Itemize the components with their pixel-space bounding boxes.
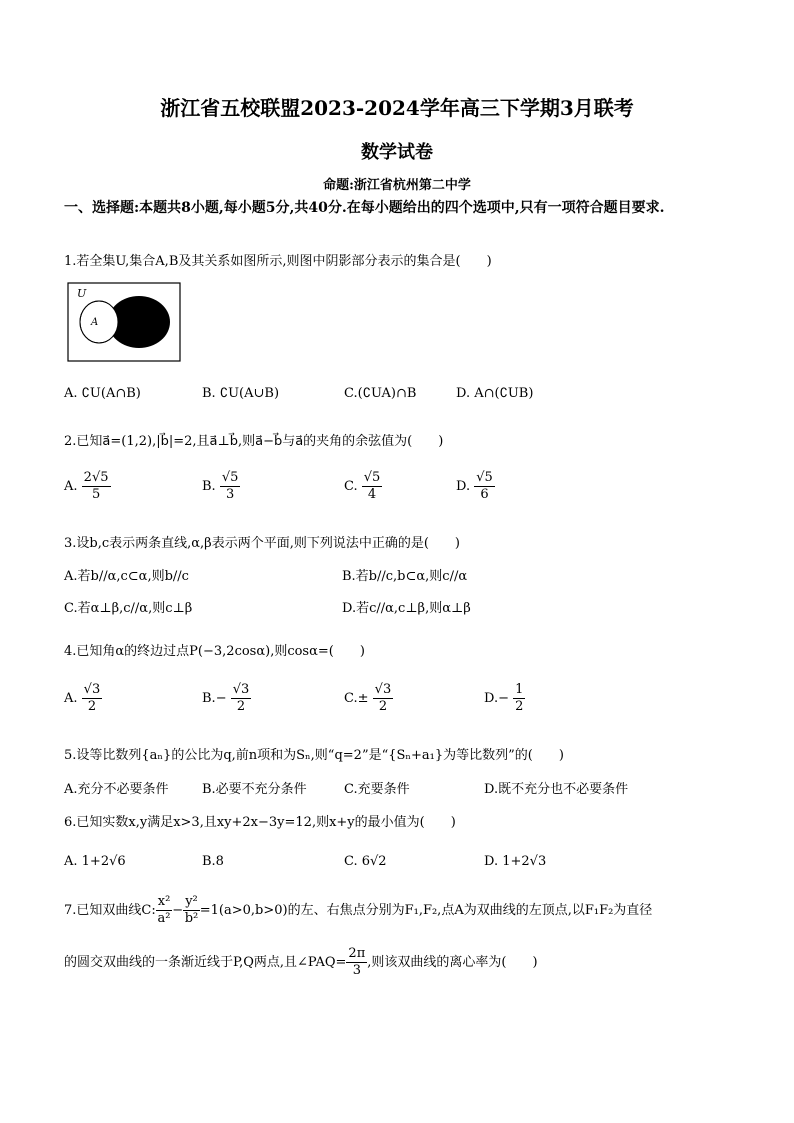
question-7-stem-line-2 [64, 946, 538, 979]
question-1-options [64, 386, 744, 416]
q3-option-d[interactable]: D.若c//α,c⊥β,则α⊥β [342, 601, 471, 616]
q7-fraction-y [183, 894, 200, 927]
q2-option-d-fraction [474, 470, 495, 503]
q2-option-b-label: B. [202, 479, 216, 494]
q7-x-denominator: a² [157, 911, 171, 926]
q4-option-d-sign: − [498, 691, 509, 706]
q7-angle-denominator: 3 [352, 963, 361, 978]
q1-option-a[interactable]: A. ∁U(A∩B) [64, 386, 141, 401]
q2-d-numerator: √5 [476, 470, 493, 485]
q6-option-c[interactable]: C. 6√2 [344, 854, 387, 869]
q3-option-b[interactable]: B.若b//c,b⊂α,则c//α [342, 569, 468, 584]
q4-option-a-label: A. [64, 691, 78, 706]
q2-a-denominator: 5 [91, 487, 101, 502]
q4-a-numerator: √3 [83, 682, 101, 697]
question-3-options-row-1 [64, 565, 744, 595]
q7-minus: − [172, 903, 184, 918]
q4-option-a-fraction [82, 682, 103, 715]
q5-option-c[interactable]: C.充要条件 [344, 782, 410, 797]
q4-d-numerator: 1 [515, 682, 524, 697]
question-4-stem: 4.已知角α的终边过点P(−3,2cosα),则cosα=( ) [64, 644, 365, 659]
section-heading: 一、选择题:本题共8小题,每小题5分,共40分.在每小题给出的四个选项中,只有一项符合题目要求. [64, 200, 665, 216]
q4-c-numerator: √3 [374, 682, 392, 697]
q7-angle-numerator: 2π [348, 946, 366, 961]
q7-fraction-x [156, 894, 173, 927]
q1-option-c[interactable]: C.(∁UA)∩B [344, 386, 417, 401]
exam-author: 命题:浙江省杭州第二中学 [323, 178, 471, 193]
q7-suffix: =1(a>0,b>0)的左、右焦点分别为F₁,F₂,点A为双曲线的左顶点,以F₁F₂为直径 [199, 903, 653, 918]
q7-y-denominator: b² [184, 911, 199, 926]
q2-option-c-fraction [362, 470, 383, 503]
question-6-stem: 6.已知实数x,y满足x>3,且xy+2x−3y=12,则x+y的最小值为( ) [64, 815, 456, 830]
exam-subtitle: 数学试卷 [361, 142, 433, 163]
q3-option-c[interactable]: C.若α⊥β,c//α,则c⊥β [64, 601, 193, 616]
q7-line2-prefix: 的圆交双曲线的一条渐近线于P,Q两点,且∠PAQ= [64, 955, 347, 970]
q2-a-numerator: 2√5 [83, 470, 109, 485]
q5-option-d[interactable]: D.既不充分也不必要条件 [484, 782, 629, 797]
q7-prefix: 7.已知双曲线C: [64, 903, 156, 918]
q2-b-denominator: 3 [225, 487, 235, 502]
question-4-options [64, 682, 744, 724]
q6-option-a[interactable]: A. 1+2√6 [64, 854, 126, 869]
q2-option-d-label: D. [456, 479, 471, 494]
q2-option-a-label: A. [64, 479, 78, 494]
q2-c-numerator: √5 [363, 470, 381, 485]
q1-option-d[interactable]: D. A∩(∁UB) [456, 386, 534, 401]
question-3-options-row-2 [64, 597, 744, 627]
question-1-stem: 1.若全集U,集合A,B及其关系如图所示,则图中阴影部分表示的集合是( ) [64, 254, 492, 269]
question-5-options [64, 778, 744, 808]
venn-label-a: A [91, 317, 99, 328]
q2-option-b[interactable] [202, 470, 240, 503]
q4-option-b-fraction [231, 682, 252, 715]
question-3-stem: 3.设b,c表示两条直线,α,β表示两个平面,则下列说法中正确的是( ) [64, 536, 460, 551]
q2-option-d[interactable] [456, 470, 495, 503]
q4-option-d-label: D. [484, 691, 499, 706]
q4-option-b-label: B. [202, 691, 216, 706]
q1-option-b[interactable]: B. ∁U(A∪B) [202, 386, 280, 401]
q4-option-d-fraction [513, 682, 525, 715]
question-2-stem: 2.已知a⃗=(1,2),|b⃗|=2,且a⃗⊥b⃗,则a⃗−b⃗与a⃗的夹角的余弦值为( ) [64, 434, 444, 449]
q7-line2-suffix: ,则该双曲线的离心率为( ) [367, 955, 538, 970]
q3-option-a[interactable]: A.若b//α,c⊂α,则b//c [64, 569, 189, 584]
q4-option-a[interactable] [64, 682, 102, 715]
q5-option-b[interactable]: B.必要不充分条件 [202, 782, 307, 797]
q2-option-a-fraction [82, 470, 111, 503]
q2-b-numerator: √5 [221, 470, 239, 485]
question-2-options [64, 470, 744, 512]
q5-option-a[interactable]: A.充分不必要条件 [64, 782, 169, 797]
q4-d-denominator: 2 [515, 699, 524, 714]
q4-option-b[interactable] [202, 682, 251, 715]
q2-c-denominator: 4 [367, 487, 377, 502]
q4-b-numerator: √3 [232, 682, 250, 697]
exam-title: 浙江省五校联盟2023-2024学年高三下学期3月联考 [160, 96, 634, 120]
q7-y-numerator: y² [185, 894, 198, 909]
q4-option-c[interactable] [344, 682, 393, 715]
question-6-options [64, 854, 744, 884]
q7-x-numerator: x² [157, 894, 171, 909]
venn-label-u: U [77, 287, 87, 300]
question-7-stem-line-1 [64, 894, 652, 927]
q4-b-denominator: 2 [236, 699, 246, 714]
q4-a-denominator: 2 [87, 699, 97, 714]
q4-option-b-sign: − [215, 691, 227, 706]
q4-option-c-label: C. [344, 691, 358, 706]
q4-c-denominator: 2 [378, 699, 388, 714]
q4-option-c-fraction [373, 682, 394, 715]
question-5-stem: 5.设等比数列{aₙ}的公比为q,前n项和为Sₙ,则“q=2”是“{Sₙ+a₁}为等比数列”的( ) [64, 748, 564, 763]
q2-option-c-label: C. [344, 479, 358, 494]
q2-d-denominator: 6 [480, 487, 489, 502]
q2-option-a[interactable] [64, 470, 111, 503]
q7-angle-fraction [346, 946, 367, 979]
q2-option-c[interactable] [344, 470, 382, 503]
q4-option-d[interactable] [484, 682, 525, 715]
q6-option-b[interactable]: B.8 [202, 854, 224, 869]
q6-option-d[interactable]: D. 1+2√3 [484, 854, 547, 869]
q2-option-b-fraction [220, 470, 241, 503]
venn-diagram [67, 282, 181, 362]
q4-option-c-sign: ± [357, 691, 369, 706]
